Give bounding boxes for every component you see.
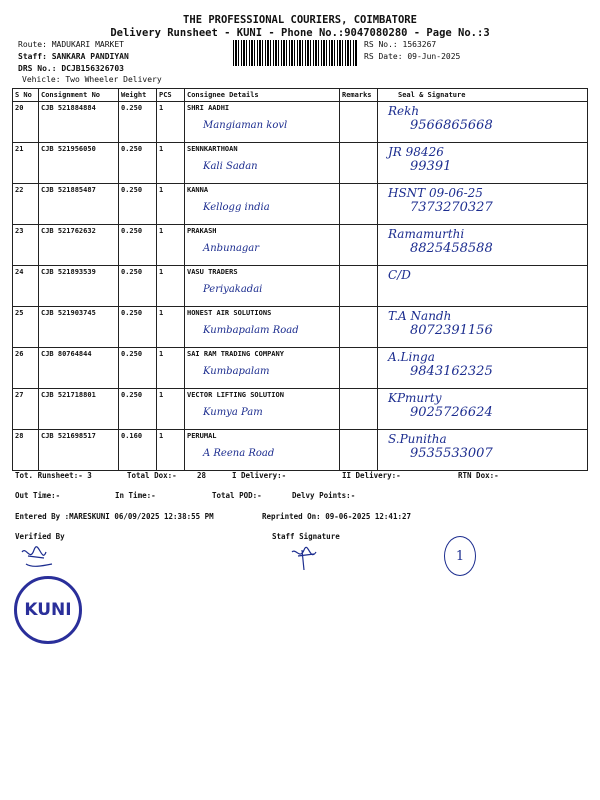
col-header-consignee: Consignee Details xyxy=(185,89,340,102)
handwritten-signature: Rekh xyxy=(388,104,420,118)
cell-weight: 0.250 xyxy=(119,389,157,430)
cell-weight: 0.250 xyxy=(119,225,157,266)
handwritten-signature: S.Punitha xyxy=(388,432,447,446)
cell-sno: 25 xyxy=(13,307,39,348)
cell-weight: 0.250 xyxy=(119,143,157,184)
table-row xyxy=(13,307,588,348)
col-header-sno: S No xyxy=(13,89,39,102)
cell-signature xyxy=(378,266,588,307)
cell-sno: 23 xyxy=(13,225,39,266)
handwritten-address: Kellogg india xyxy=(203,202,270,213)
cell-consignment: CJB 80764844 xyxy=(39,348,119,389)
table-row xyxy=(13,348,588,389)
table-row xyxy=(13,225,588,266)
handwritten-address: Kumya Pam xyxy=(203,407,263,418)
handwritten-address: Periyakadai xyxy=(203,284,263,295)
consignee-name: HONEST AIR SOLUTIONS xyxy=(187,309,272,317)
staff-label: Staff: SANKARA PANDIYAN xyxy=(18,52,129,61)
cell-signature xyxy=(378,225,588,266)
handwritten-address: Kumbapalam Road xyxy=(203,325,299,336)
kuni-stamp: KUNI xyxy=(14,576,82,644)
table-row xyxy=(13,184,588,225)
cell-remarks xyxy=(340,102,378,143)
cell-consignee xyxy=(185,266,340,307)
handwritten-phone: 99391 xyxy=(410,159,452,174)
cell-consignee xyxy=(185,143,340,184)
verifier-signature xyxy=(18,544,58,572)
handwritten-signature: HSNT 09-06-25 xyxy=(388,186,483,200)
consignee-name: KANNA xyxy=(187,186,209,194)
cell-consignee xyxy=(185,430,340,471)
cell-signature xyxy=(378,430,588,471)
out-time: Out Time:- xyxy=(15,491,61,500)
handwritten-phone: 7373270327 xyxy=(410,200,493,215)
runsheet-subtitle: Delivery Runsheet - KUNI - Phone No.:9047080280 - Page No.:3 xyxy=(110,27,490,39)
verified-by-label: Verified By xyxy=(15,532,65,541)
table-row xyxy=(13,102,588,143)
cell-sno: 27 xyxy=(13,389,39,430)
rtn-dox: RTN Dox:- xyxy=(458,471,499,480)
cell-pcs: 1 xyxy=(157,225,185,266)
consignee-name: PRAKASH xyxy=(187,227,217,235)
total-dox-value: 28 xyxy=(197,471,207,480)
cell-consignment: CJB 521893539 xyxy=(39,266,119,307)
handwritten-signature: C/D xyxy=(388,268,411,282)
cell-consignee xyxy=(185,389,340,430)
cell-sno: 21 xyxy=(13,143,39,184)
handwritten-phone: 9025726624 xyxy=(410,405,493,420)
handwritten-phone: 8825458588 xyxy=(410,241,493,256)
cell-remarks xyxy=(340,430,378,471)
consignee-name: SHRI AADHI xyxy=(187,104,230,112)
cell-sno: 20 xyxy=(13,102,39,143)
cell-consignment: CJB 521762632 xyxy=(39,225,119,266)
rs-number: RS No.: 1563267 xyxy=(364,40,437,49)
cell-remarks xyxy=(340,307,378,348)
col-header-remarks: Remarks xyxy=(340,89,378,102)
cell-sno: 24 xyxy=(13,266,39,307)
handwritten-phone: 8072391156 xyxy=(410,323,493,338)
cell-weight: 0.250 xyxy=(119,184,157,225)
cell-consignment: CJB 521718801 xyxy=(39,389,119,430)
cell-weight: 0.250 xyxy=(119,307,157,348)
cell-remarks xyxy=(340,143,378,184)
cell-signature xyxy=(378,102,588,143)
col-header-pcs: PCS xyxy=(157,89,185,102)
i-delivery: I Delivery:- xyxy=(232,471,287,480)
cell-signature xyxy=(378,348,588,389)
in-time: In Time:- xyxy=(115,491,156,500)
cell-pcs: 1 xyxy=(157,102,185,143)
col-header-weight: Weight xyxy=(119,89,157,102)
cell-pcs: 1 xyxy=(157,348,185,389)
table-row xyxy=(13,266,588,307)
cell-weight: 0.160 xyxy=(119,430,157,471)
cell-weight: 0.250 xyxy=(119,348,157,389)
cell-pcs: 1 xyxy=(157,389,185,430)
table-row xyxy=(13,389,588,430)
cell-sno: 22 xyxy=(13,184,39,225)
cell-consignment: CJB 521884884 xyxy=(39,102,119,143)
handwritten-signature: Ramamurthi xyxy=(388,227,465,241)
tot-runsheet: Tot. Runsheet:- 3 xyxy=(15,471,92,480)
consignee-name: VASU TRADERS xyxy=(187,268,238,276)
cell-consignee xyxy=(185,225,340,266)
consignee-name: PERUMAL xyxy=(187,432,217,440)
table-row xyxy=(13,143,588,184)
handwritten-address: A Reena Road xyxy=(203,448,275,459)
staff-signature-label: Staff Signature xyxy=(272,532,340,541)
cell-pcs: 1 xyxy=(157,307,185,348)
cell-consignment: CJB 521956050 xyxy=(39,143,119,184)
cell-remarks xyxy=(340,389,378,430)
cell-pcs: 1 xyxy=(157,266,185,307)
circled-number: 1 xyxy=(444,536,476,576)
cell-consignee xyxy=(185,307,340,348)
reprinted-on: Reprinted On: 09-06-2025 12:41:27 xyxy=(262,512,412,521)
total-pod: Total POD:- xyxy=(212,491,262,500)
cell-weight: 0.250 xyxy=(119,102,157,143)
handwritten-phone: 9535533007 xyxy=(410,446,493,461)
handwritten-address: Kali Sadan xyxy=(203,161,258,172)
col-header-signature: Seal & Signature xyxy=(378,89,588,102)
cell-signature xyxy=(378,143,588,184)
vehicle-label: Vehicle: Two Wheeler Delivery xyxy=(22,75,162,84)
cell-consignee xyxy=(185,102,340,143)
total-dox-label: Total Dox:- xyxy=(127,471,177,480)
handwritten-address: Anbunagar xyxy=(203,243,260,254)
handwritten-signature: T.A Nandh xyxy=(388,309,452,323)
cell-weight: 0.250 xyxy=(119,266,157,307)
cell-pcs: 1 xyxy=(157,184,185,225)
consignee-name: VECTOR LIFTING SOLUTION xyxy=(187,391,284,399)
handwritten-address: Kumbapalam xyxy=(203,366,270,377)
barcode xyxy=(233,40,358,66)
cell-consignee xyxy=(185,184,340,225)
handwritten-signature: A.Linga xyxy=(388,350,435,364)
cell-consignee xyxy=(185,348,340,389)
col-header-consignment: Consignment No xyxy=(39,89,119,102)
entered-by: Entered By :MARESKUNI 06/09/2025 12:38:55 PM xyxy=(15,512,214,521)
cell-remarks xyxy=(340,266,378,307)
runsheet-table xyxy=(12,88,588,471)
cell-remarks xyxy=(340,184,378,225)
cell-consignment: CJB 521885487 xyxy=(39,184,119,225)
rs-date: RS Date: 09-Jun-2025 xyxy=(364,52,461,61)
ii-delivery: II Delivery:- xyxy=(342,471,401,480)
table-header-row xyxy=(13,89,588,102)
handwritten-address: Mangiaman kovl xyxy=(203,120,288,131)
drs-label: DRS No.: DCJB156326703 xyxy=(18,64,124,73)
handwritten-phone: 9843162325 xyxy=(410,364,493,379)
delvy-points: Delvy Points:- xyxy=(292,491,356,500)
handwritten-phone: 9566865668 xyxy=(410,118,493,133)
consignee-name: SAI RAM TRADING COMPANY xyxy=(187,350,284,358)
handwritten-signature: KPmurty xyxy=(388,391,442,405)
company-title: THE PROFESSIONAL COURIERS, COIMBATORE xyxy=(183,14,417,26)
cell-remarks xyxy=(340,225,378,266)
cell-sno: 26 xyxy=(13,348,39,389)
cell-consignment: CJB 521903745 xyxy=(39,307,119,348)
route-label: Route: MADUKARI MARKET xyxy=(18,40,124,49)
cell-pcs: 1 xyxy=(157,143,185,184)
handwritten-signature: JR 98426 xyxy=(388,145,444,159)
cell-sno: 28 xyxy=(13,430,39,471)
cell-signature xyxy=(378,307,588,348)
cell-pcs: 1 xyxy=(157,430,185,471)
consignee-name: SENNKARTHOAN xyxy=(187,145,238,153)
table-row xyxy=(13,430,588,471)
cell-signature xyxy=(378,184,588,225)
cell-consignment: CJB 521698517 xyxy=(39,430,119,471)
cell-remarks xyxy=(340,348,378,389)
cell-signature xyxy=(378,389,588,430)
staff-signature xyxy=(286,544,326,572)
